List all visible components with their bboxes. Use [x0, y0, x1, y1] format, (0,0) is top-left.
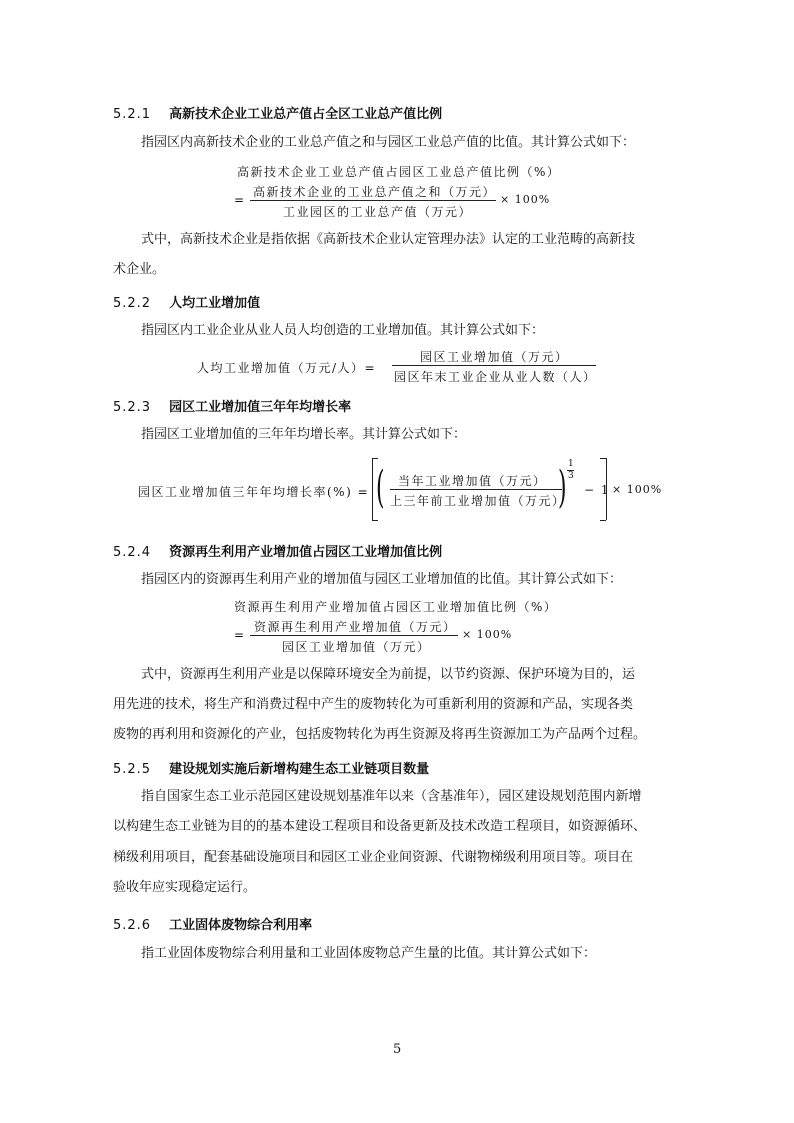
paragraph-body: 以构建生态工业链为目的的基本建设工程项目和设备更新及技术改造工程项目，如资源循环、 [113, 819, 647, 834]
formula-lhs: 人均工业增加值（万元/人）= [197, 361, 377, 375]
section-heading-5-2-3 [113, 396, 351, 415]
section-heading-5-2-1 [113, 103, 442, 122]
page-number: 5 [393, 1042, 402, 1057]
section-title: 建设规划实施后新增构建生态工业链项目数量 [169, 762, 430, 777]
paragraph-body: 梯级利用项目，配套基础设施项目和园区工业企业间资源、代谢物梯级利用项目等。项目在 [113, 850, 634, 865]
fraction-bar [250, 635, 458, 636]
section-number: 5.2.4 [113, 545, 152, 560]
paragraph-note: 式中，高新技术企业是指依据《高新技术企业认定管理办法》认定的工业范畴的高新技 [141, 232, 636, 247]
section-heading-5-2-5 [113, 758, 429, 777]
fraction-bar [392, 365, 596, 366]
formula-numerator: 资源再生利用产业增加值（万元） [254, 620, 457, 634]
formula-lhs: 资源再生利用产业增加值占园区工业增加值比例（%） [234, 600, 558, 614]
formula-numerator: 园区工业增加值（万元） [420, 350, 569, 364]
formula-denominator: 园区工业增加值（万元） [282, 640, 431, 654]
formula-lhs: 园区工业增加值三年年均增长率(%) = [138, 485, 370, 499]
paragraph-note: 术企业。 [113, 262, 166, 277]
minus-one: − 1 [584, 483, 611, 497]
formula-denominator: 园区年末工业企业从业人数（人） [394, 370, 597, 384]
formula-equals: = [234, 193, 246, 207]
formula-multiplier: × 100% [500, 193, 551, 206]
paragraph-intro: 指园区内高新技术企业的工业总产值之和与园区工业总产值的比值。其计算公式如下： [141, 135, 636, 150]
fraction-bar [250, 200, 496, 201]
fraction-bar [390, 489, 562, 490]
formula-numerator: 当年工业增加值（万元） [398, 474, 547, 488]
section-title: 园区工业增加值三年年均增长率 [169, 400, 352, 415]
formula-numerator: 高新技术企业的工业总产值之和（万元） [253, 185, 497, 199]
exponent-numerator: 1 [568, 459, 574, 469]
paragraph-intro: 指工业固体废物综合利用量和工业固体废物总产生量的比值。其计算公式如下： [141, 946, 597, 961]
formula-multiplier: × 100% [612, 483, 663, 496]
formula-multiplier: × 100% [462, 628, 513, 641]
section-number: 5.2.1 [113, 107, 152, 122]
formula-denominator: 上三年前工业增加值（万元） [390, 494, 566, 508]
paragraph-intro: 指园区工业增加值的三年年均增长率。其计算公式如下： [141, 427, 467, 442]
formula-denominator: 工业园区的工业总产值（万元） [283, 205, 473, 219]
section-number: 5.2.6 [113, 918, 152, 933]
section-number: 5.2.5 [113, 762, 152, 777]
formula-equals: = [234, 628, 246, 642]
exponent-denominator: 3 [568, 471, 574, 481]
paragraph-body: 验收年应实现稳定运行。 [113, 880, 257, 895]
section-heading-5-2-6 [113, 914, 312, 933]
section-number: 5.2.3 [113, 400, 152, 415]
paragraph-note: 废物的再利用和资源化的产业，包括废物转化为再生资源及将再生资源加工为产品两个过程。 [113, 727, 647, 742]
paragraph-note: 用先进的技术，将生产和消费过程中产生的废物转化为可重新利用的资源和产品，实现各类 [113, 697, 634, 712]
section-heading-5-2-4 [113, 541, 442, 560]
section-title: 工业固体废物综合利用率 [169, 918, 313, 933]
left-parenthesis: ( [376, 462, 385, 513]
paragraph-note: 式中，资源再生利用产业是以保障环境安全为前提，以节约资源、保护环境为目的，运 [141, 667, 636, 682]
paragraph-intro: 指园区内工业企业从业人员人均创造的工业增加值。其计算公式如下： [141, 323, 545, 338]
section-title: 资源再生利用产业增加值占园区工业增加值比例 [169, 545, 443, 560]
section-title: 高新技术企业工业总产值占全区工业总产值比例 [169, 107, 443, 122]
paragraph-intro: 指园区内的资源再生利用产业的增加值与园区工业增加值的比值。其计算公式如下： [141, 572, 623, 587]
paragraph-body: 指自国家生态工业示范园区建设规划基准年以来（含基准年），园区建设规划范围内新增 [141, 789, 642, 804]
formula-lhs: 高新技术企业工业总产值占园区工业总产值比例（%） [237, 165, 561, 179]
section-heading-5-2-2 [113, 292, 260, 311]
section-title: 人均工业增加值 [169, 296, 261, 311]
right-parenthesis: ) [558, 462, 567, 513]
section-number: 5.2.2 [113, 296, 152, 311]
